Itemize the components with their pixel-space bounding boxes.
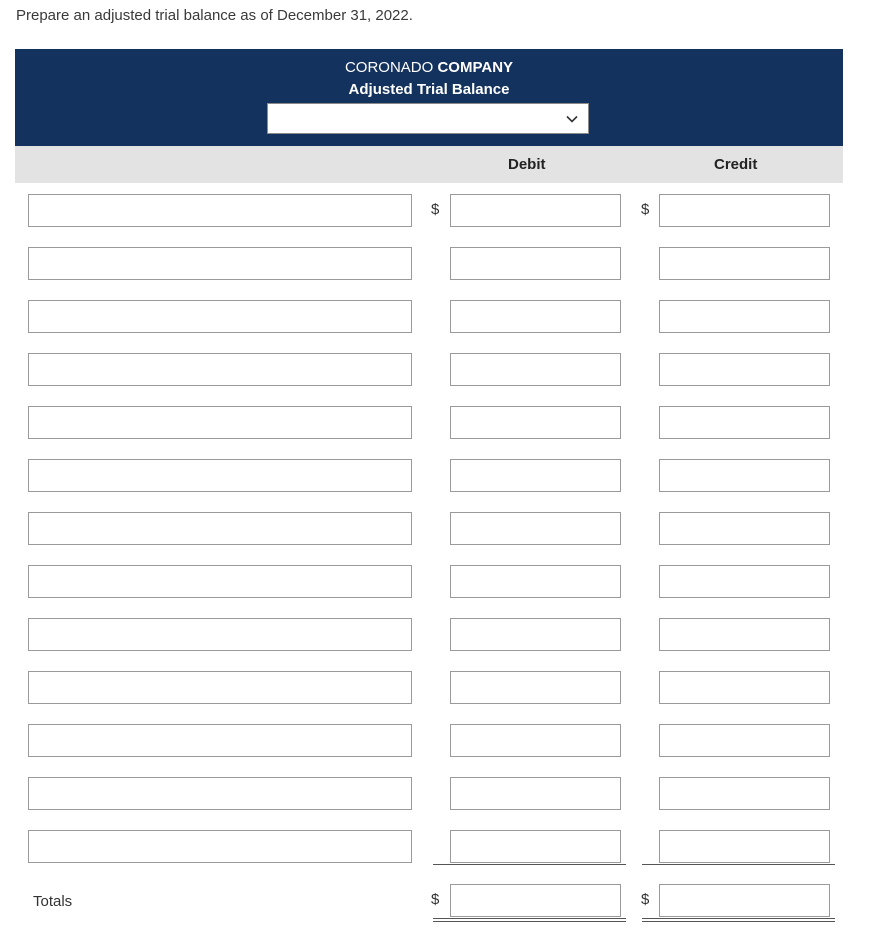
entry-row bbox=[0, 830, 876, 863]
totals-label: Totals bbox=[33, 893, 73, 910]
entry-row bbox=[0, 512, 876, 545]
credit-amount-input[interactable] bbox=[659, 671, 830, 704]
debit-amount-input[interactable] bbox=[450, 724, 621, 757]
account-name-input[interactable] bbox=[28, 830, 412, 863]
debit-amount-input[interactable] bbox=[450, 830, 621, 863]
credit-subtotal-rule bbox=[642, 864, 835, 865]
debit-amount-input[interactable] bbox=[450, 247, 621, 280]
account-name-input[interactable] bbox=[28, 671, 412, 704]
date-select[interactable] bbox=[267, 103, 589, 134]
credit-amount-input[interactable] bbox=[659, 565, 830, 598]
entry-row bbox=[0, 565, 876, 598]
chevron-down-icon bbox=[566, 113, 578, 125]
debit-amount-input[interactable] bbox=[450, 300, 621, 333]
entry-row bbox=[0, 247, 876, 280]
totals-debit-dollar-sign: $ bbox=[431, 891, 440, 908]
debit-column-header: Debit bbox=[508, 156, 546, 173]
debit-amount-input[interactable] bbox=[450, 459, 621, 492]
credit-amount-input[interactable] bbox=[659, 459, 830, 492]
instruction-text: Prepare an adjusted trial balance as of December 31, 2022. bbox=[16, 7, 413, 24]
debit-amount-input[interactable] bbox=[450, 671, 621, 704]
credit-amount-input[interactable] bbox=[659, 777, 830, 810]
account-name-input[interactable] bbox=[28, 194, 412, 227]
credit-column-header: Credit bbox=[714, 156, 758, 173]
account-name-input[interactable] bbox=[28, 353, 412, 386]
entry-row bbox=[0, 353, 876, 386]
credit-amount-input[interactable] bbox=[659, 512, 830, 545]
company-name-first: CORONADO bbox=[344, 59, 434, 76]
totals-debit-input[interactable] bbox=[450, 884, 621, 917]
debit-amount-input[interactable] bbox=[450, 512, 621, 545]
account-name-input[interactable] bbox=[28, 512, 412, 545]
credit-amount-input[interactable] bbox=[659, 406, 830, 439]
debit-total-double-rule bbox=[433, 918, 626, 922]
entry-row bbox=[0, 194, 876, 227]
totals-credit-input[interactable] bbox=[659, 884, 830, 917]
debit-subtotal-rule bbox=[433, 864, 626, 865]
entry-row bbox=[0, 618, 876, 651]
entry-row bbox=[0, 300, 876, 333]
column-header-bar bbox=[15, 146, 843, 183]
entry-row bbox=[0, 406, 876, 439]
account-name-input[interactable] bbox=[28, 565, 412, 598]
account-name-input[interactable] bbox=[28, 724, 412, 757]
credit-amount-input[interactable] bbox=[659, 353, 830, 386]
header-banner bbox=[15, 49, 843, 146]
report-title: Adjusted Trial Balance bbox=[348, 81, 510, 98]
debit-amount-input[interactable] bbox=[450, 777, 621, 810]
debit-amount-input[interactable] bbox=[450, 194, 621, 227]
totals-credit-dollar-sign: $ bbox=[641, 891, 650, 908]
debit-amount-input[interactable] bbox=[450, 565, 621, 598]
account-name-input[interactable] bbox=[28, 618, 412, 651]
account-name-input[interactable] bbox=[28, 406, 412, 439]
totals-row bbox=[0, 884, 876, 917]
entry-row bbox=[0, 724, 876, 757]
entry-row bbox=[0, 459, 876, 492]
entry-row bbox=[0, 777, 876, 810]
entry-row bbox=[0, 671, 876, 704]
credit-amount-input[interactable] bbox=[659, 194, 830, 227]
credit-amount-input[interactable] bbox=[659, 618, 830, 651]
credit-amount-input[interactable] bbox=[659, 724, 830, 757]
credit-amount-input[interactable] bbox=[659, 300, 830, 333]
debit-dollar-sign: $ bbox=[431, 201, 440, 218]
company-name bbox=[15, 59, 843, 76]
credit-total-double-rule bbox=[642, 918, 835, 922]
account-name-input[interactable] bbox=[28, 777, 412, 810]
credit-dollar-sign: $ bbox=[641, 201, 650, 218]
credit-amount-input[interactable] bbox=[659, 830, 830, 863]
debit-amount-input[interactable] bbox=[450, 353, 621, 386]
account-name-input[interactable] bbox=[28, 300, 412, 333]
account-name-input[interactable] bbox=[28, 247, 412, 280]
debit-amount-input[interactable] bbox=[450, 618, 621, 651]
credit-amount-input[interactable] bbox=[659, 247, 830, 280]
debit-amount-input[interactable] bbox=[450, 406, 621, 439]
account-name-input[interactable] bbox=[28, 459, 412, 492]
company-name-second: COMPANY bbox=[437, 59, 514, 76]
